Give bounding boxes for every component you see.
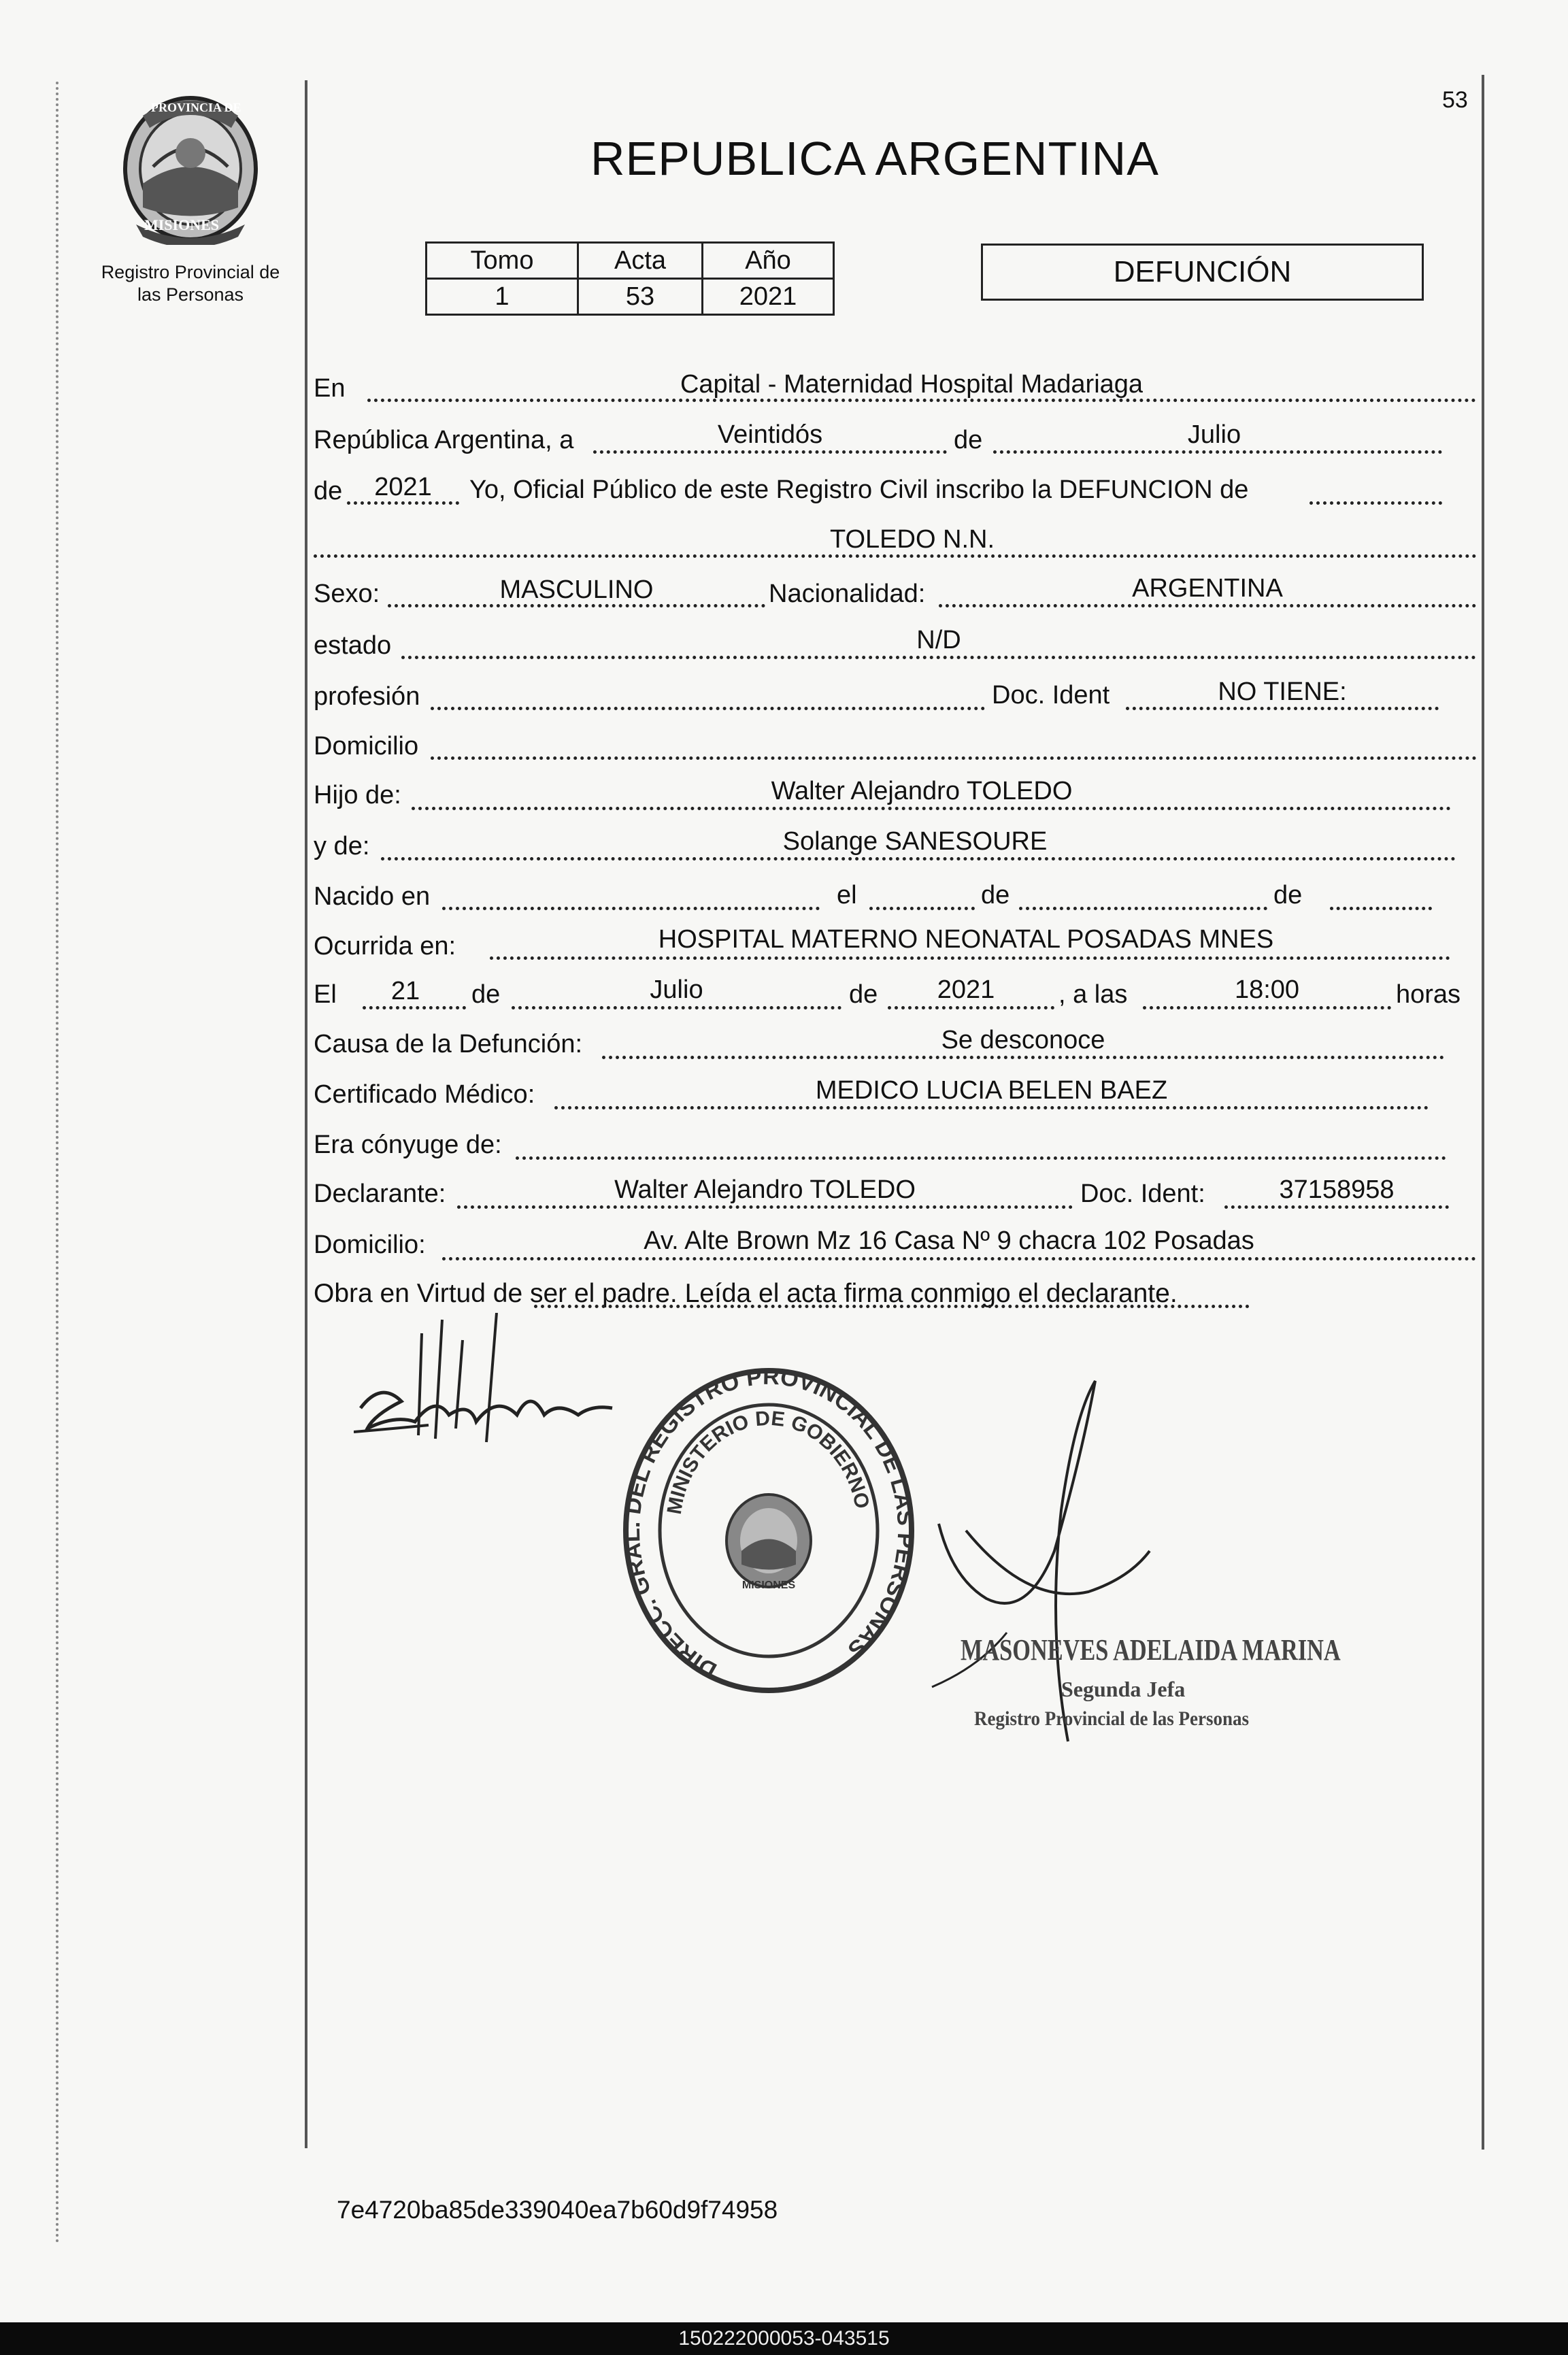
year-value: 2021 [374,473,432,501]
nacido-dots [442,907,820,910]
hijo-label: Hijo de: [314,781,401,809]
page-number: 53 [1442,87,1468,113]
registry-name-line2: las Personas [137,284,244,305]
estado-label: estado [314,631,392,660]
domicilio-label: Domicilio [314,732,419,761]
sexo-label: Sexo: [314,580,380,608]
hora-dots [1143,1006,1391,1009]
conyuge-label: Era cónyuge de: [314,1131,502,1159]
certificado-value: MEDICO LUCIA BELEN BAEZ [815,1076,1168,1105]
official-seal [619,1364,918,1704]
ano-value: 2021 [703,279,834,315]
profesion-label: profesión [314,682,420,711]
nacido-de-a-label: de [981,881,1010,909]
year-de-label: de [314,477,343,505]
inscribo-text: Yo, Oficial Público de este Registro Civil inscribo la DEFUNCION de [469,475,1249,504]
logo-ring-text: PROVINCIA DE [151,101,241,114]
profesion-dots [431,707,985,710]
doc-ident-value: NO TIENE: [1218,678,1347,706]
sexo-dots [388,604,765,607]
record-table-header-row [427,243,834,279]
en-label: En [314,374,346,403]
nacido-el-dots [869,907,975,910]
certificado-label: Certificado Médico: [314,1080,535,1109]
doc-ident-label: Doc. Ident [992,681,1110,709]
stamp-role: Segunda Jefa [1061,1677,1186,1701]
en-dots [367,399,1476,402]
nacionalidad-label: Nacionalidad: [769,580,926,608]
right-margin-line [1482,75,1484,2150]
sexo-value: MASCULINO [499,575,654,604]
y-de-dots [381,857,1456,861]
year-dots [347,501,459,505]
registry-name-line1: Registro Provincial de [101,262,280,282]
domicilio2-value: Av. Alte Brown Mz 16 Casa Nº 9 chacra 102 Posadas [644,1226,1254,1255]
ocurrida-label: Ocurrida en: [314,932,456,961]
ocurrida-dots [490,956,1450,960]
el2-month-dots [512,1006,841,1009]
nacido-de-a-dots [1019,907,1267,910]
domicilio2-dots [442,1257,1476,1260]
obra-text: Obra en Virtud de ser el padre. Leída el acta firma conmigo el declarante. [314,1279,1178,1308]
conyuge-dots [516,1156,1446,1160]
acta-value: 53 [578,279,703,315]
seal-emblem-icon [727,1494,811,1587]
nacido-label: Nacido en [314,882,431,911]
nacido-de-b-dots [1330,907,1432,910]
nacionalidad-value: ARGENTINA [1132,574,1283,603]
causa-label: Causa de la Defunción: [314,1030,583,1058]
el2-month-value: Julio [650,975,703,1004]
logo-bottom-text: MISIONES [144,216,220,233]
estado-dots [401,656,1476,659]
record-table [425,241,835,316]
deceased-name: TOLEDO N.N. [829,525,995,554]
doc-type-box: DEFUNCIÓN [981,244,1424,301]
el2-label: El [314,980,337,1009]
y-de-label: y de: [314,832,370,861]
hijo-value: Walter Alejandro TOLEDO [771,777,1073,805]
tomo-value: 1 [427,279,578,315]
domicilio-dots [431,756,1477,760]
month-de-label: de [954,426,983,454]
header-acta: Acta [578,243,703,279]
estado-value: N/D [916,626,961,654]
hora-value: 18:00 [1234,975,1300,1004]
record-table-value-row [427,279,834,315]
obra-dots [534,1305,1250,1308]
month-value: Julio [1187,420,1241,449]
document-hash: 7e4720ba85de339040ea7b60d9f74958 [337,2196,778,2224]
deceased-dots [314,554,1477,558]
hijo-dots [412,807,1451,810]
causa-dots [602,1056,1444,1059]
republica-label: República Argentina, a [314,426,574,454]
header-ano: Año [703,243,834,279]
doc-ident2-dots [1224,1205,1449,1209]
left-margin-line [305,80,307,2148]
declarante-label: Declarante: [314,1180,446,1208]
stamp-office: Registro Provincial de las Personas [974,1707,1249,1730]
causa-value: Se desconoce [941,1026,1105,1054]
seal-inner-text: MINISTERIO DE GOBIERNO [663,1407,873,1516]
nacido-el-label: el [837,881,857,909]
y-de-value: Solange SANESOURE [782,827,1048,856]
doc-ident-dots [1126,707,1439,710]
header-tomo: Tomo [427,243,578,279]
el2-day-value: 21 [390,977,420,1005]
el2-day-dots [363,1006,466,1009]
declarant-signature [354,1313,626,1463]
en-value: Capital - Maternidad Hospital Madariaga [680,370,1144,399]
nacionalidad-dots [939,604,1476,607]
declarante-dots [457,1205,1073,1209]
seal-center-text: MISIONES [741,1580,796,1591]
el2-de1-label: de [471,980,501,1009]
page-title: REPUBLICA ARGENTINA [590,132,1159,185]
a-las-label: , a las [1058,980,1128,1009]
el2-year-value: 2021 [937,975,995,1004]
ocurrida-value: HOSPITAL MATERNO NEONATAL POSADAS MNES [658,925,1274,954]
declarante-value: Walter Alejandro TOLEDO [614,1175,916,1204]
month-dots [993,450,1442,454]
footer-code: 150222000053-043515 [0,2322,1568,2355]
stamp-name: MASONEVES ADELAIDA MARINA [961,1633,1341,1667]
el2-de2-label: de [849,980,878,1009]
el2-year-dots [888,1006,1054,1009]
doc-ident2-label: Doc. Ident: [1080,1180,1205,1208]
certificado-dots [554,1106,1429,1109]
left-edge-marks [56,82,67,2245]
inscribo-dots [1310,501,1442,505]
nacido-de-b-label: de [1273,881,1303,909]
seal-outer-text: DIRECC. GRAL. DEL REGISTRO PROVINCIAL DE LAS PERSONAS [619,1364,918,1684]
doc-ident2-value: 37158958 [1279,1175,1395,1204]
day-dots [593,450,947,454]
domicilio2-label: Domicilio: [314,1231,426,1259]
day-value: Veintidós [717,420,823,449]
horas-label: horas [1396,980,1461,1009]
